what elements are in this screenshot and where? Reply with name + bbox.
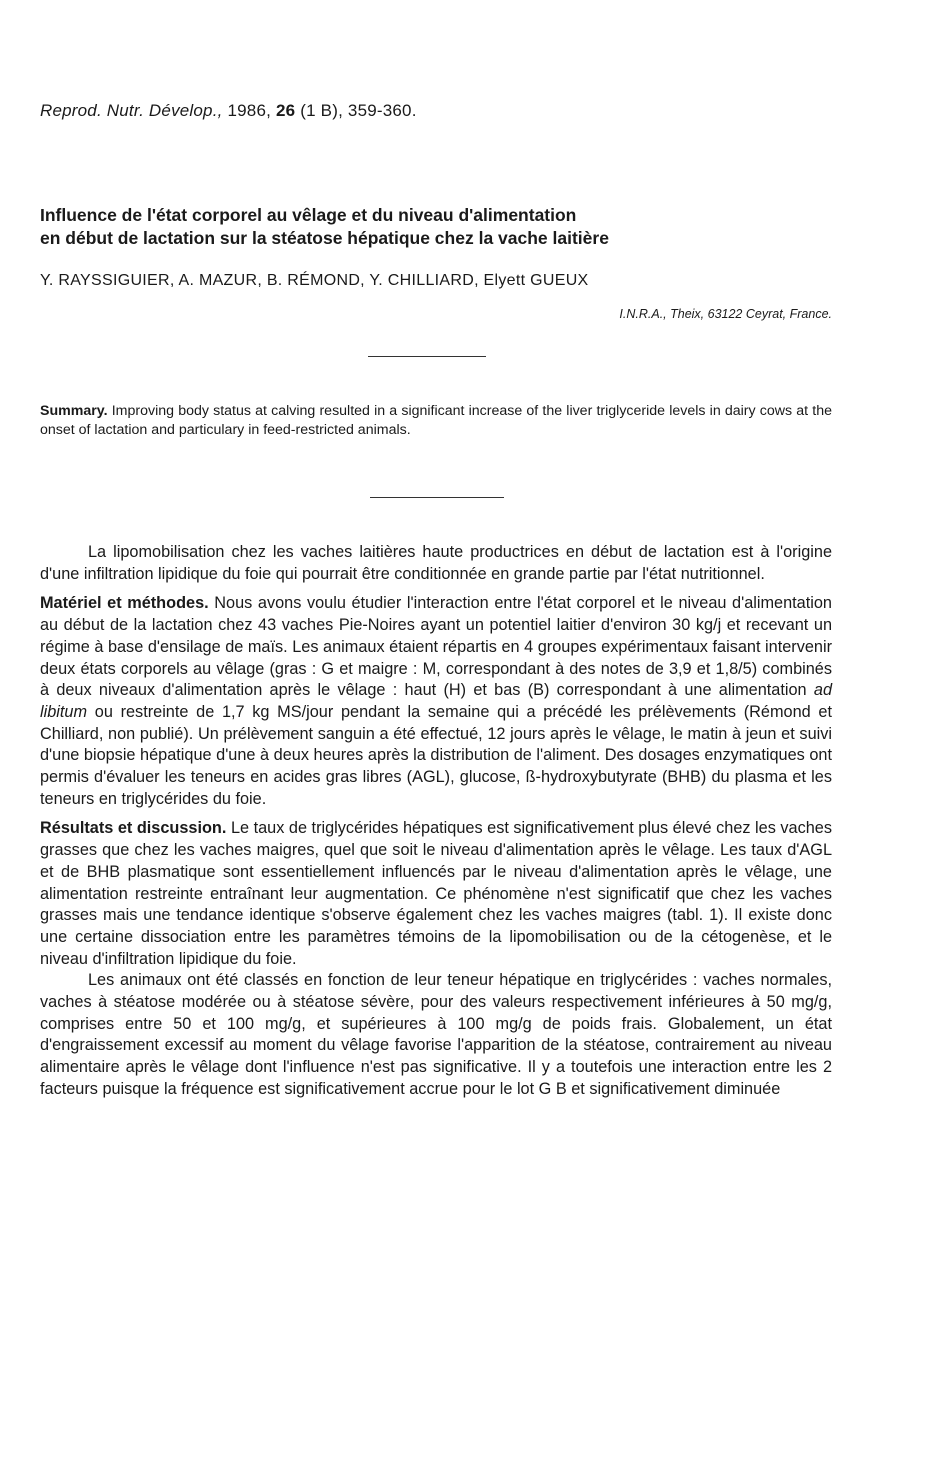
journal-citation [40, 101, 417, 121]
citation-volume: 26 [275, 101, 296, 120]
journal-name: Reprod. Nutr. Dévelop., [40, 101, 223, 120]
title-line-2: en début de lactation sur la stéatose hépatique chez la vache laitière [40, 228, 609, 248]
results-text: Le taux de triglycérides hépatiques est significativement plus élevé chez les vaches grasses que chez les vaches maigres, quel que soit le niveau d'alimentation après le vêlage. Les taux d'AGL et de BHB plasmatique sont essentiellement influencés par le niveau d'alimentation après le vêlage, une alimentation restreinte entraînant leur augmentation. Ce phénomène n'est significatif que chez les vaches grasses mais une tendance identique s'observe également chez les vaches maigres (tabl. 1). Il existe donc une certaine dissociation entre les paramètres témoins de la lipomobilisation ou de la cétogenèse, et le niveau d'infiltration lipidique du foie. [40, 819, 832, 968]
author-list: Y. RAYSSIGUIER, A. MAZUR, B. RÉMOND, Y. CHILLIARD, Elyett GUEUX [40, 272, 589, 289]
intro-paragraph: La lipomobilisation chez les vaches laitières haute productrices en début de lactation est à l'origine d'une infiltration lipidique du foie qui pourrait être conditionnée en grande partie par l'état nutritionnel. [40, 543, 832, 583]
results-heading: Résultats et discussion. [40, 819, 227, 838]
classification-paragraph: Les animaux ont été classés en fonction de leur teneur hépatique en triglycérides : vaches normales, vaches à stéatose modérée ou à stéatose sévère, pour des valeurs respectivement inférieures à 50 mg/g, comprises entre 50 et 100 mg/g, et supérieures à 100 mg/g de poids frais. Globalement, un état d'engraissement excessif au moment du vêlage favorise l'apparition de la stéatose, contrairement au niveau alimentaire après le vêlage dont l'influence n'est pas significative. Il y a toutefois une interaction entre les 2 facteurs puisque la fréquence est significativement accrue pour le lot G B et significativement diminuée [40, 971, 832, 1098]
methods-heading: Matériel et méthodes. [40, 594, 209, 613]
title-line-1: Influence de l'état corporel au vêlage et du niveau d'alimentation [40, 205, 577, 225]
affiliation: I.N.R.A., Theix, 63122 Ceyrat, France. [619, 307, 832, 321]
article-body [40, 542, 832, 1101]
article-title [40, 204, 860, 250]
summary-text: Improving body status at calving resulted in a significant increase of the liver triglyceride levels in dairy cows at the onset of lactation and particulary in feed-restricted animals. [40, 403, 832, 438]
divider-top [368, 356, 486, 357]
results-paragraph [40, 818, 832, 970]
methods-italic: ad libitum [40, 681, 833, 721]
methods-paragraph [40, 593, 832, 810]
citation-issue-pages: (1 B), 359-360. [300, 101, 417, 120]
methods-text-a: Nous avons voulu étudier l'interaction entre l'état corporel et le niveau d'alimentation au début de la lactation chez 43 vaches Pie-Noires ayant un potentiel laitier d'environ 30 kg/j et recevant un régime à base d'ensilage de maïs. Les animaux étaient répartis en 4 groupes expérimentaux faisant intervenir deux états corporels au vêlage (gras : G et maigre : M, correspondant à des notes de 3,9 et 1,8/5) combinés à deux niveaux d'alimentation après le vêlage : haut (H) et bas (B) correspondant à une alimentation [40, 594, 832, 700]
citation-year: 1986, [227, 101, 272, 120]
summary-label: Summary. [40, 403, 108, 419]
divider-bottom [370, 497, 504, 498]
methods-text-b: ou restreinte de 1,7 kg MS/jour pendant la semaine qui a précédé les prélèvements (Rémond et Chilliard, non publié). Un prélèvement sanguin a été effectué, 12 jours après le vêlage, le matin à jeun et suivi d'une biopsie hépatique d'une à deux heures après la distribution de l'aliment. Des dosages enzymatiques ont permis d'évaluer les teneurs en acides gras libres (AGL), glucose, ß-hydroxybutyrate (BHB) du plasma et les teneurs en triglycérides du foie. [40, 702, 832, 808]
summary-block [40, 402, 832, 440]
